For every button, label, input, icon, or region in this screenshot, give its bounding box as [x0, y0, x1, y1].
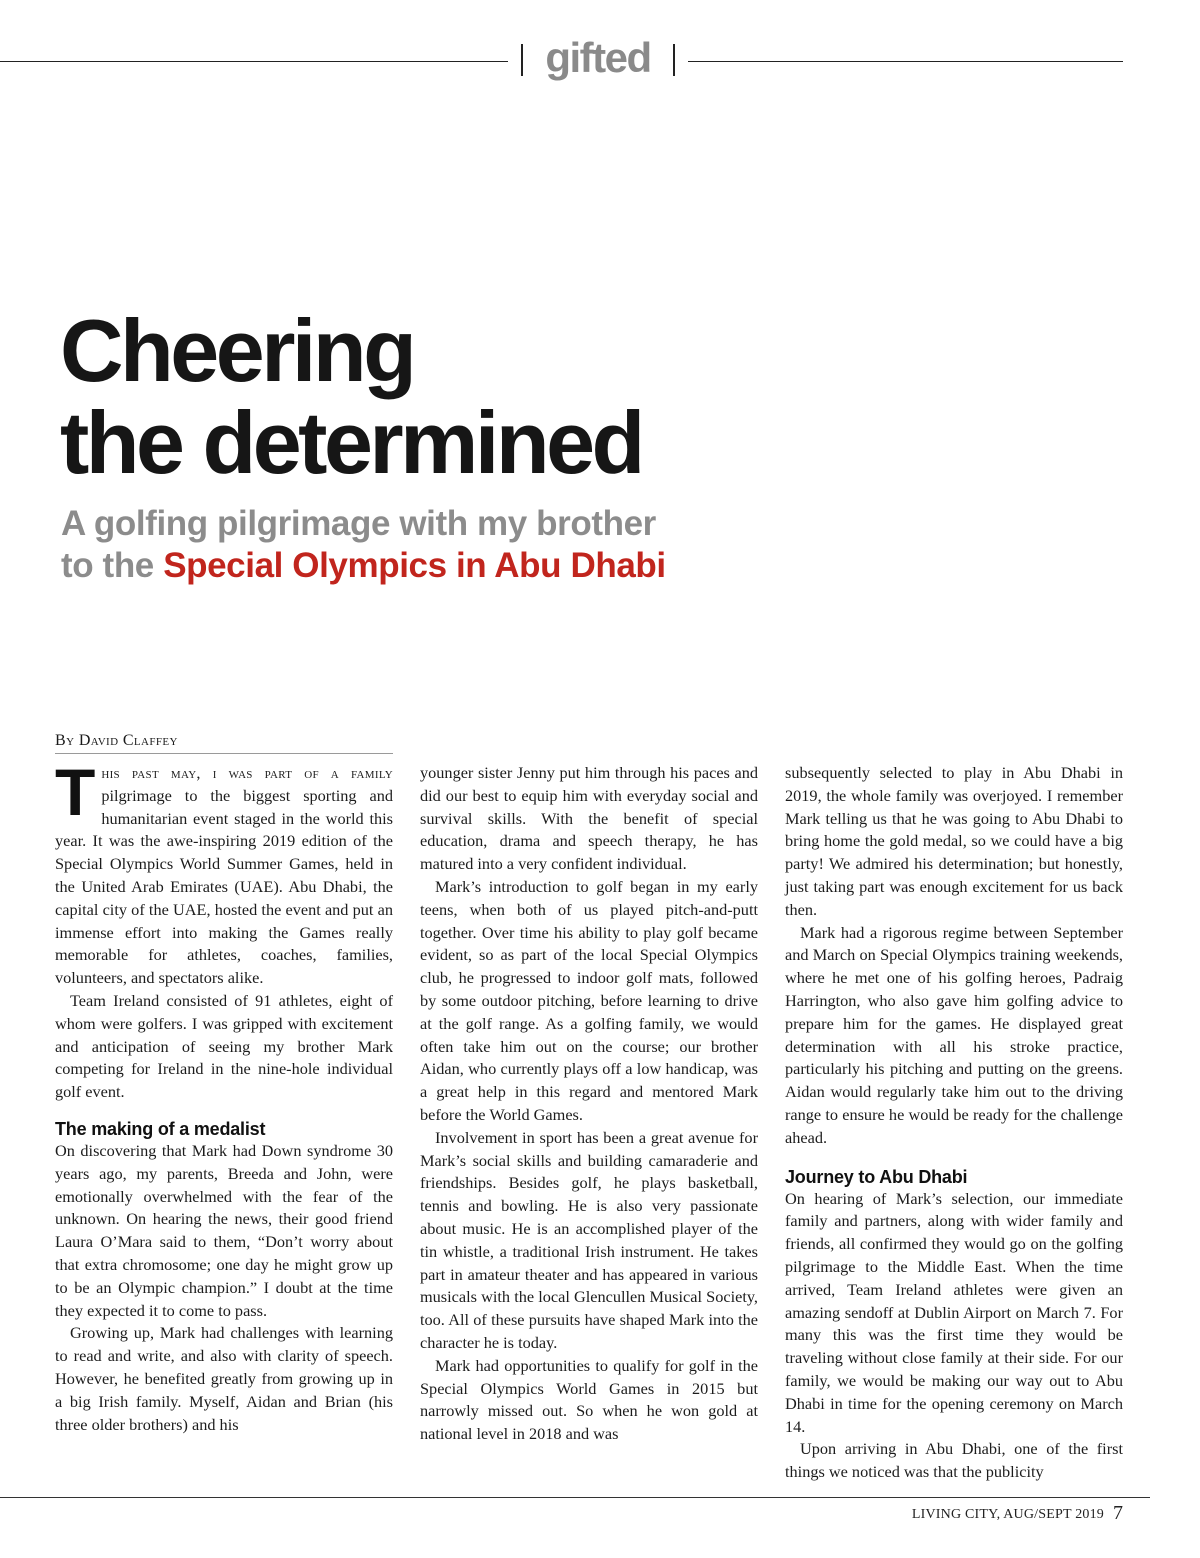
col1-paragraph-4: Growing up, Mark had challenges with learning to read and write, and also with clarity of speech. However, he benefited greatly from growing up in a big Irish family. Myself, Aidan and Brian (his three older brothers) and his [55, 1323, 393, 1434]
subheading-journey-to-abu-dhabi: Journey to Abu Dhabi [785, 1166, 968, 1187]
col1-paragraph-1 [55, 755, 393, 990]
col2-paragraph-1: younger sister Jenny put him through his paces and did our best to equip him with everyday social and survival skills. With the benefit of special education, drama and speech therapy, he has matured into a very confident individual. [420, 763, 758, 874]
column-1 [55, 755, 393, 1436]
col1-paragraph-1-rest: pilgrimage to the biggest sporting and humanitarian event staged in the world this year. It was the awe-inspiring 2019 edition of the Special Olympics World Summer Games, held in the United Arab Emirates (UAE). Abu Dhabi, the capital city of the UAE, hosted the event and put an immense effort into making the Games really memorable for athletes, coaches, families, volunteers, and spectators alike. [55, 785, 393, 988]
article-title [60, 301, 642, 492]
header-tick-right [673, 44, 675, 76]
article-subtitle [61, 503, 666, 587]
title-line-2: the determined [60, 393, 642, 492]
header-tick-left [521, 44, 523, 76]
byline: By David Claffey [55, 732, 393, 754]
title-line-1: Cheering [60, 301, 414, 400]
drop-cap: T [55, 755, 96, 829]
col2-paragraph-4: Mark had opportunities to qualify for golf in the Special Olympics World Games in 2015 but narrowly missed out. So when he won gold at national level in 2018 and was [420, 1355, 758, 1444]
subtitle-line-1: A golfing pilgrimage with my brother [61, 504, 656, 543]
lead-in-smallcaps: his past may, i was part of a family [101, 763, 393, 782]
col1-paragraph-3: On discovering that Mark had Down syndrome 30 years ago, my parents, Breeda and John, were emotionally overwhelmed with the fear of the unknown. On hearing the news, their good friend Laura O’Mara said to them, “Don’t worry about that extra chromosome; one day he might grow up to be an Olympic champion.” I doubt at the time they expected it to come to pass. [55, 1140, 393, 1320]
page-number: 7 [1113, 1502, 1123, 1524]
col3-paragraph-3: On hearing of Mark’s selection, our immediate family and partners, along with wider family and friends, all confirmed they would go on the golfing pilgrimage to the Middle East. When the time arrived, Team Ireland athletes were given an amazing sendoff at Dublin Airport on March 7. For many this was the first time they would be traveling without close family at their side. For our family, we would be making our way out to Abu Dhabi in time for the opening ceremony on March 14. [785, 1188, 1123, 1436]
column-2 [420, 762, 758, 1446]
header-rule-left [0, 61, 508, 62]
col3-paragraph-4: Upon arriving in Abu Dhabi, one of the first things we noticed was that the publicity [785, 1439, 1123, 1482]
column-3 [785, 762, 1123, 1484]
subheading-making-of-a-medalist: The making of a medalist [55, 1118, 266, 1139]
col3-paragraph-1: subsequently selected to play in Abu Dhabi in 2019, the whole family was overjoyed. I remember Mark telling us that he was going to Abu Dhabi to bring home the gold medal, so we could have a big party! We admired his determination; but honestly, just taking part was enough excitement for us back then. [785, 763, 1123, 919]
footer-rule [0, 1497, 1150, 1498]
col2-paragraph-3: Involvement in sport has been a great avenue for Mark’s social skills and building camaraderie and friendships. Besides golf, he plays basketball, tennis and bowling. He is also very passionate about music. He is an accomplished player of the tin whistle, a traditional Irish instrument. He takes part in amateur theater and has appeared in various musicals with the local Glencullen Musical Society, too. All of these pursuits have shaped Mark into the character he is today. [420, 1127, 758, 1352]
header-rule-right [688, 61, 1123, 62]
col1-paragraph-2: Team Ireland consisted of 91 athletes, eight of whom were golfers. I was gripped with excitement and anticipation of seeing my brother Mark competing for Ireland in the nine-hole individual golf event. [55, 990, 393, 1102]
col3-paragraph-2: Mark had a rigorous regime between September and March on Special Olympics training weekends, where he met one of his golfing heroes, Padraig Harrington, who also gave him golfing advice to prepare him for the games. He displayed great determination with all his stroke practice, particularly his pitching and putting on the greens. Aidan would regularly take him out to the driving range to ensure he would be ready for the challenge ahead. [785, 922, 1123, 1147]
subtitle-line-2-prefix: to the [61, 546, 164, 585]
section-label: gifted [545, 34, 651, 81]
col2-paragraph-2: Mark’s introduction to golf began in my early teens, when both of us played pitch-and-putt together. Over time his ability to play golf became evident, so as part of the local Special Olympics club, he progressed to indoor golf mats, followed by some outdoor pitching, before learning to drive at the golf range. As a golfing family, we would often take him out on the course; our brother Aidan, who currently plays off a low handicap, was a great help in this regard and mentored Mark before the World Games. [420, 876, 758, 1124]
footer-publication: LIVING CITY, AUG/SEPT 2019 [911, 1507, 1104, 1522]
subtitle-highlight: Special Olympics in Abu Dhabi [163, 546, 666, 585]
